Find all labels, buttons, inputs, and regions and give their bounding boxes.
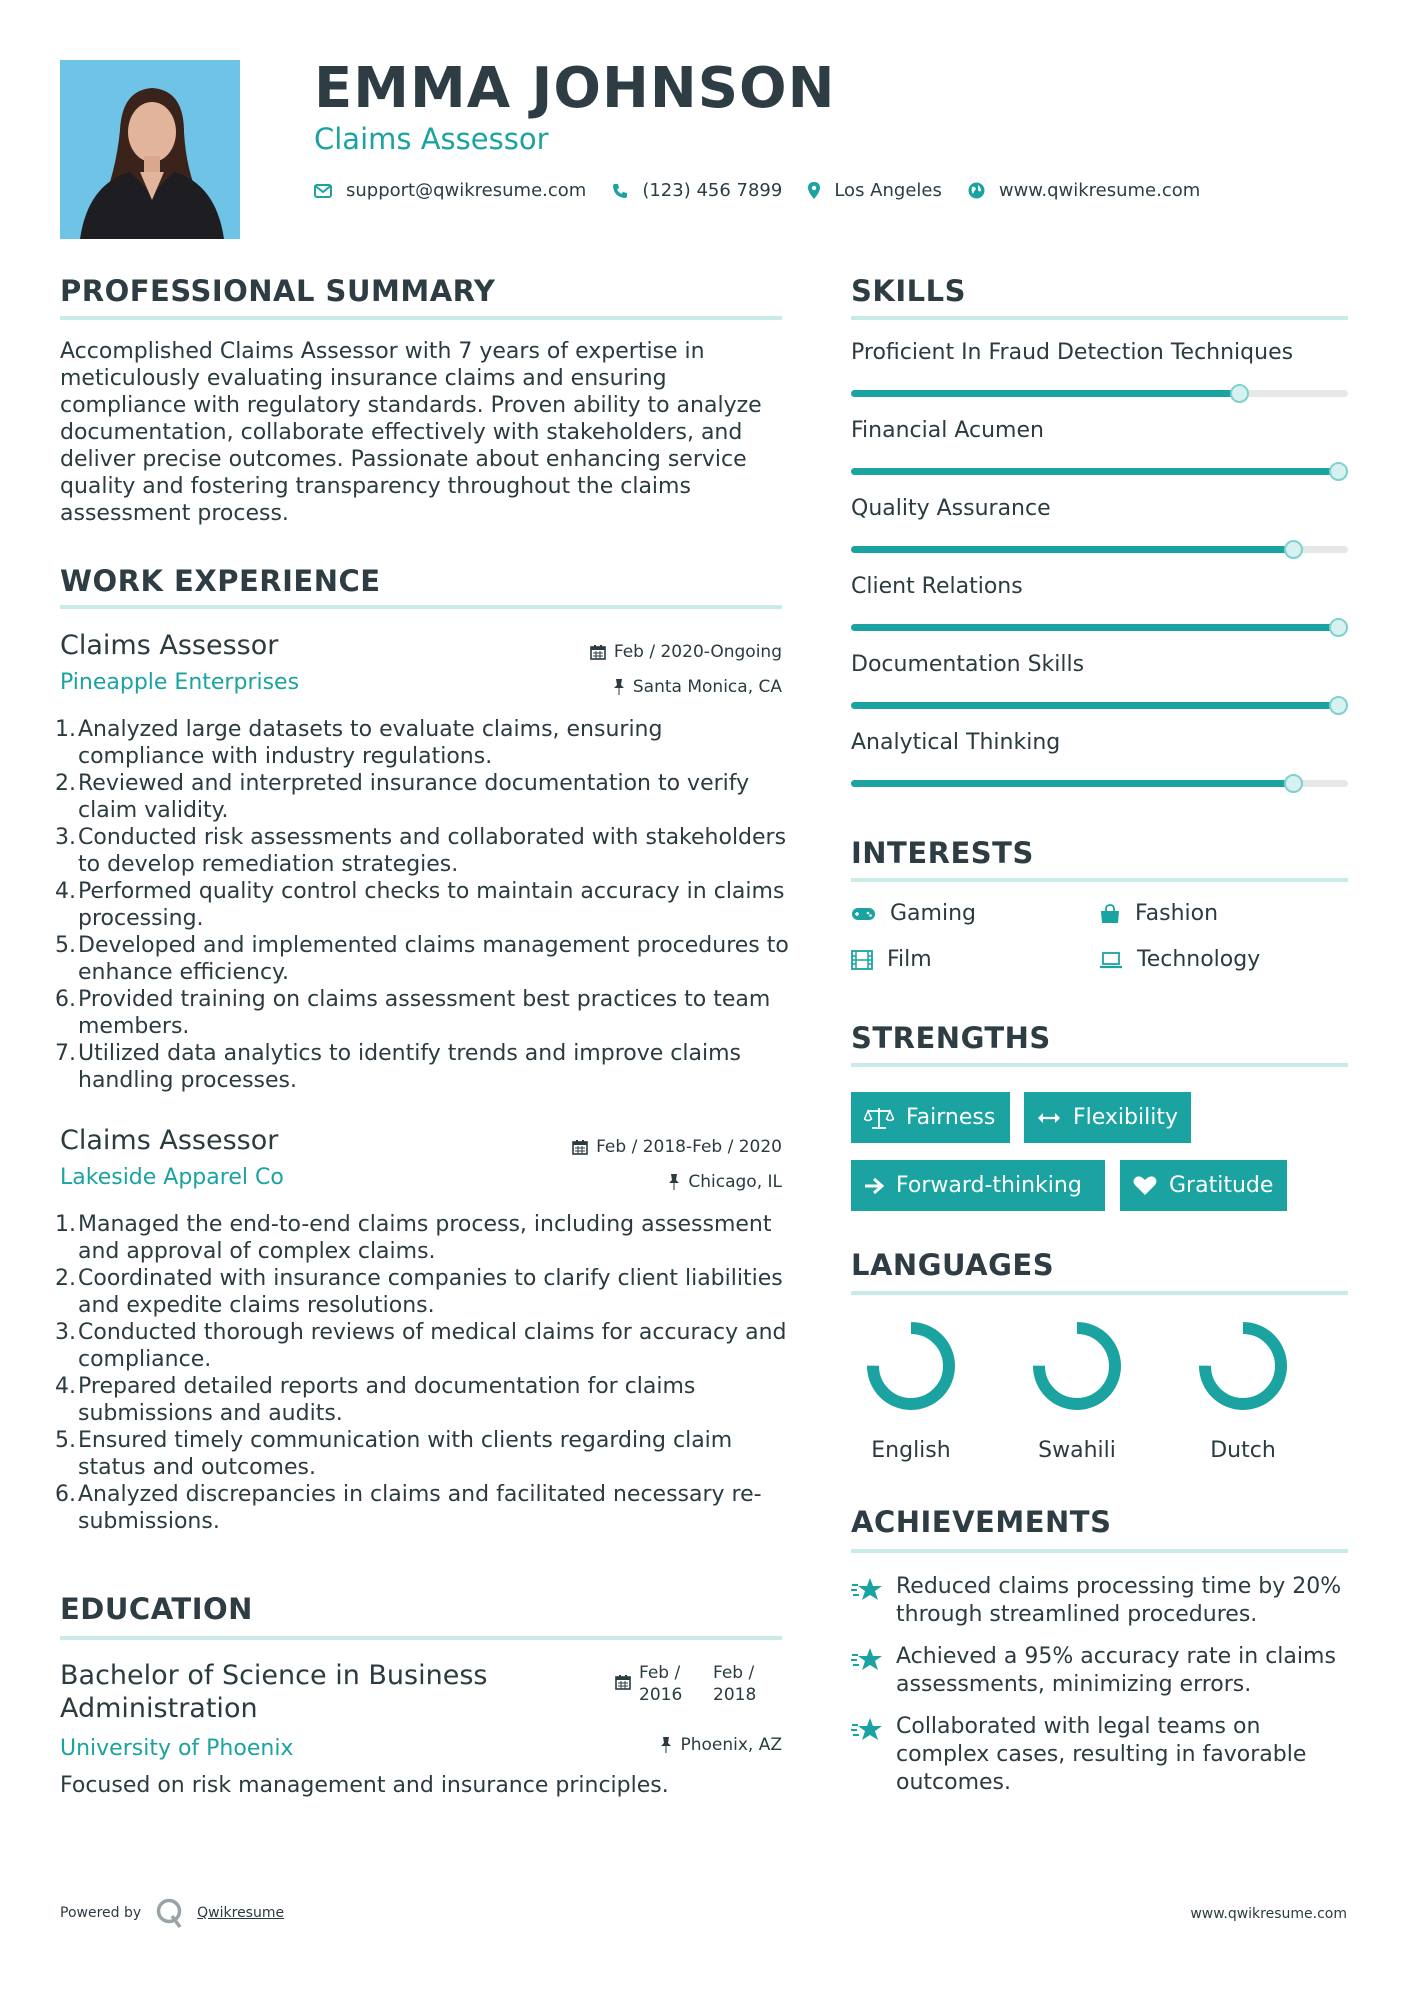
- language-item: [1168, 1318, 1318, 1463]
- education-dates: [615, 1662, 765, 1706]
- skill-bar-fill: [851, 702, 1348, 709]
- education-heading: EDUCATION: [60, 1592, 253, 1626]
- interest-label: Fashion: [1135, 901, 1219, 926]
- skills-rule: [851, 316, 1348, 320]
- job-title: Claims Assessor: [60, 1125, 279, 1156]
- candidate-role: Claims Assessor: [314, 122, 549, 156]
- summary-heading: PROFESSIONAL SUMMARY: [60, 274, 496, 308]
- achievements-rule: [851, 1549, 1348, 1553]
- education-location-text: Phoenix, AZ: [680, 1735, 782, 1755]
- interests-rule: [851, 878, 1348, 882]
- list-item: 3. Conducted risk assessments and collaborated with stakeholders to develop remediation strategies.: [55, 825, 787, 877]
- languages-heading: LANGUAGES: [851, 1248, 1055, 1282]
- job-duties-list: [55, 1211, 790, 1535]
- school-name: University of Phoenix: [60, 1736, 294, 1761]
- achievement-text: Achieved a 95% accuracy rate in claims assessments, minimizing errors.: [896, 1644, 1336, 1697]
- film-icon: [851, 950, 873, 970]
- skill-bar: [851, 546, 1348, 553]
- contact-location: [808, 180, 942, 201]
- achievement-item: [851, 1713, 1311, 1797]
- degree-title: Bachelor of Science in Business Administration: [60, 1660, 488, 1724]
- star-icon: [851, 1577, 883, 1601]
- strengths-heading: STRENGTHS: [851, 1021, 1051, 1055]
- list-item: 7. Utilized data analytics to identify trends and improve claims handling processes.: [55, 1041, 741, 1093]
- list-item: 6. Analyzed discrepancies in claims and facilitated necessary re-submissions.: [55, 1482, 762, 1534]
- skill-bar-fill: [851, 546, 1293, 553]
- footer-powered-by: [60, 1898, 284, 1928]
- star-icon: [851, 1717, 883, 1741]
- job-title: Claims Assessor: [60, 630, 279, 661]
- list-item: 1. Analyzed large datasets to evaluate claims, ensuring compliance with industry regulations.: [55, 717, 663, 769]
- education-start: Feb / 2016: [639, 1663, 683, 1705]
- language-label: Dutch: [1210, 1438, 1276, 1463]
- skill-bar-knob: [1284, 540, 1303, 559]
- strength-label: Forward-thinking: [896, 1173, 1082, 1198]
- contact-phone[interactable]: [612, 180, 782, 201]
- balance-scale-icon: [864, 1107, 894, 1129]
- website-text: www.qwikresume.com: [998, 180, 1201, 201]
- arrows-horizontal-icon: [1037, 1112, 1061, 1124]
- language-ring: [1195, 1318, 1291, 1414]
- profile-photo: [60, 60, 240, 239]
- skill-label: Analytical Thinking: [851, 730, 1061, 755]
- footer-url[interactable]: www.qwikresume.com: [1190, 1906, 1347, 1922]
- job-location: [613, 677, 782, 697]
- job-dates-text: Feb / 2020-Ongoing: [613, 642, 782, 662]
- skill-bar-fill: [851, 624, 1348, 631]
- job-duties-list: [55, 716, 790, 1094]
- pushpin-icon: [660, 1737, 672, 1753]
- language-ring: [863, 1318, 959, 1414]
- skills-heading: SKILLS: [851, 274, 966, 308]
- list-item: 3. Conducted thorough reviews of medical claims for accuracy and compliance.: [55, 1320, 787, 1372]
- star-icon: [851, 1647, 883, 1671]
- strength-forward-thinking: [851, 1160, 1105, 1211]
- achievements-heading: ACHIEVEMENTS: [851, 1505, 1112, 1539]
- contact-email[interactable]: [314, 180, 586, 201]
- strength-fairness: [851, 1092, 1010, 1143]
- qwikresume-link[interactable]: Qwikresume: [197, 1905, 285, 1921]
- job-location-text: Santa Monica, CA: [632, 677, 782, 697]
- envelope-icon: [314, 184, 332, 198]
- job-dates: [590, 642, 782, 662]
- skill-label: Proficient In Fraud Detection Techniques: [851, 340, 1294, 365]
- skill-bar: [851, 780, 1348, 787]
- strength-label: Fairness: [906, 1105, 996, 1130]
- summary-rule: [60, 316, 782, 320]
- job-location: [668, 1172, 782, 1192]
- achievement-text: Reduced claims processing time by 20% through streamlined procedures.: [896, 1574, 1342, 1627]
- language-label: English: [871, 1438, 951, 1463]
- list-item: 6. Provided training on claims assessment best practices to team members.: [55, 987, 771, 1039]
- interest-label: Technology: [1137, 947, 1261, 972]
- strength-gratitude: [1120, 1160, 1287, 1211]
- candidate-name: EMMA JOHNSON: [314, 56, 836, 121]
- interest-fashion: [1099, 901, 1218, 926]
- skill-bar-knob: [1329, 618, 1348, 637]
- strength-flexibility: [1024, 1092, 1191, 1143]
- strengths-rule: [851, 1063, 1348, 1067]
- heart-icon: [1133, 1175, 1157, 1196]
- strength-label: Flexibility: [1073, 1105, 1178, 1130]
- list-item: 4. Performed quality control checks to maintain accuracy in claims processing.: [55, 879, 785, 931]
- list-item: 4. Prepared detailed reports and documentation for claims submissions and audits.: [55, 1374, 696, 1426]
- calendar-icon: [615, 1674, 631, 1690]
- experience-heading: WORK EXPERIENCE: [60, 564, 381, 598]
- languages-rule: [851, 1291, 1348, 1295]
- list-item: 2. Coordinated with insurance companies to clarify client liabilities and expedite claims resolutions.: [55, 1266, 783, 1318]
- shopping-bag-icon: [1099, 904, 1121, 924]
- interests-heading: INTERESTS: [851, 836, 1034, 870]
- education-end: Feb / 2018: [713, 1663, 757, 1705]
- achievement-item: [851, 1643, 1351, 1699]
- phone-text: (123) 456 7899: [642, 180, 783, 201]
- education-note: Focused on risk management and insurance principles.: [60, 1773, 669, 1798]
- calendar-icon: [590, 644, 606, 660]
- pushpin-icon: [668, 1174, 680, 1190]
- skill-label: Financial Acumen: [851, 418, 1044, 443]
- summary-text: Accomplished Claims Assessor with 7 years of expertise in meticulously evaluating insurance claims and ensuring compliance with regulatory standards. Proven ability to analyze documentation, collaborate effectively with stakeholders, and deliver precise outcomes. Passionate about enhancing service quality and fostering transparency throughout the claims assessment process.: [60, 339, 762, 526]
- skill-label: Documentation Skills: [851, 652, 1085, 677]
- calendar-icon: [572, 1139, 588, 1155]
- globe-icon: [968, 182, 985, 199]
- person-avatar-icon: [60, 60, 240, 239]
- skill-bar: [851, 468, 1348, 475]
- skill-bar-fill: [851, 468, 1348, 475]
- education-location: [660, 1735, 782, 1755]
- interest-label: Gaming: [890, 901, 976, 926]
- interest-gaming: [851, 901, 976, 926]
- skill-bar-fill: [851, 390, 1239, 397]
- achievement-text: Collaborated with legal teams on complex cases, resulting in favorable outcomes.: [896, 1714, 1307, 1795]
- laptop-icon: [1099, 951, 1123, 969]
- location-text: Los Angeles: [834, 180, 942, 201]
- job-location-text: Chicago, IL: [688, 1172, 782, 1192]
- contact-bar: [314, 180, 1226, 201]
- phone-icon: [612, 183, 628, 199]
- pushpin-icon: [613, 679, 625, 695]
- skill-bar-knob: [1329, 462, 1348, 481]
- language-item: [836, 1318, 986, 1463]
- interest-label: Film: [887, 947, 932, 972]
- skill-bar: [851, 624, 1348, 631]
- email-text: support@qwikresume.com: [346, 180, 587, 201]
- language-item: [1002, 1318, 1152, 1463]
- map-pin-icon: [808, 182, 820, 199]
- list-item: 2. Reviewed and interpreted insurance documentation to verify claim validity.: [55, 771, 750, 823]
- skill-label: Quality Assurance: [851, 496, 1051, 521]
- skill-bar-knob: [1230, 384, 1249, 403]
- job-company: Pineapple Enterprises: [60, 670, 300, 695]
- gamepad-icon: [851, 906, 876, 922]
- interest-technology: [1099, 947, 1260, 972]
- achievement-item: [851, 1573, 1351, 1629]
- skill-bar-knob: [1329, 696, 1348, 715]
- experience-rule: [60, 605, 782, 609]
- language-label: Swahili: [1038, 1438, 1116, 1463]
- skill-bar: [851, 702, 1348, 709]
- skill-bar-fill: [851, 780, 1293, 787]
- qwikresume-logo-icon: [155, 1898, 183, 1928]
- contact-website[interactable]: [968, 180, 1200, 201]
- interest-film: [851, 947, 932, 972]
- powered-by-text: Powered by: [60, 1905, 142, 1921]
- job-dates-text: Feb / 2018-Feb / 2020: [596, 1137, 782, 1157]
- job-company: Lakeside Apparel Co: [60, 1165, 284, 1190]
- language-ring: [1029, 1318, 1125, 1414]
- list-item: 1. Managed the end-to-end claims process, including assessment and approval of complex claims.: [55, 1212, 772, 1264]
- skill-bar: [851, 390, 1348, 397]
- list-item: 5. Ensured timely communication with clients regarding claim status and outcomes.: [55, 1428, 733, 1480]
- strength-label: Gratitude: [1169, 1173, 1274, 1198]
- job-dates: [572, 1137, 782, 1157]
- list-item: 5. Developed and implemented claims management procedures to enhance efficiency.: [55, 933, 789, 985]
- arrow-right-icon: [864, 1177, 884, 1195]
- skill-bar-knob: [1284, 774, 1303, 793]
- education-rule: [60, 1636, 782, 1640]
- skill-label: Client Relations: [851, 574, 1023, 599]
